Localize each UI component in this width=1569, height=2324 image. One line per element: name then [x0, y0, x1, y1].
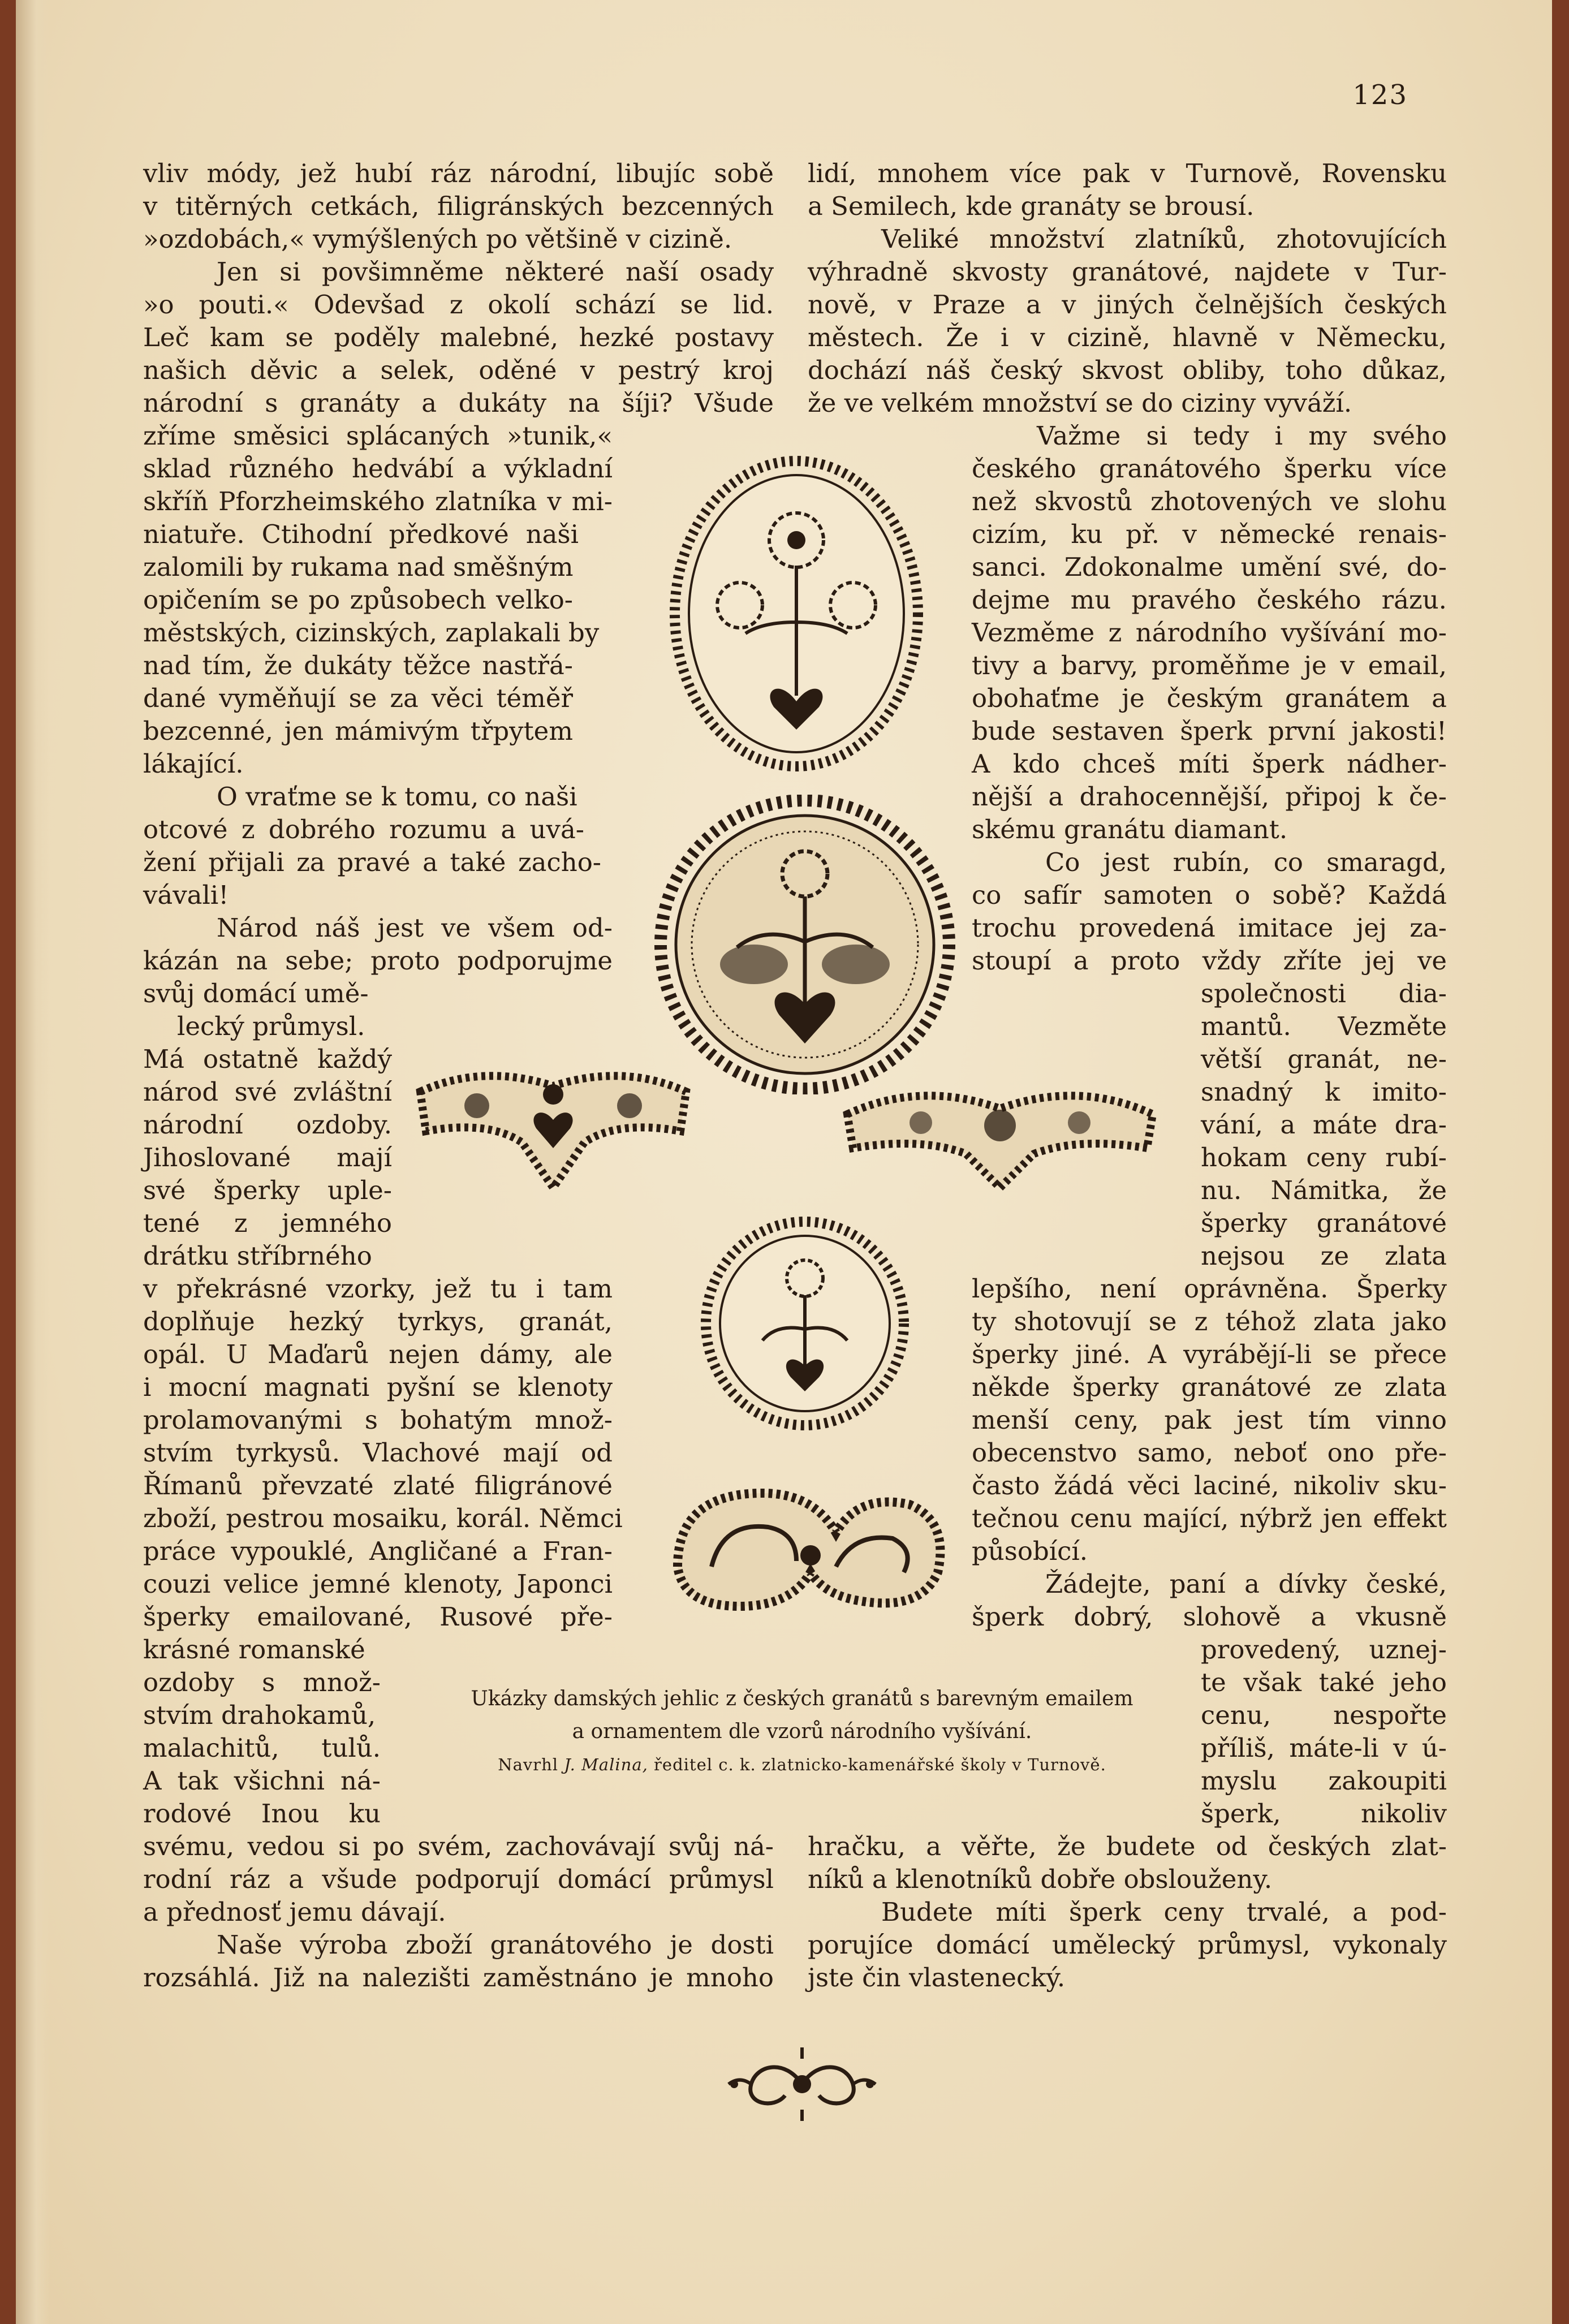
text-line: jste čin vlastenecký.: [808, 1963, 1066, 1993]
text-line: Vezměme z národního vyšívání mo-: [972, 618, 1447, 648]
text-line: práce vypouklé, Angličané a Fran-: [143, 1536, 613, 1566]
text-line: nově, v Praze a v jiných čelnějších českých: [808, 290, 1447, 320]
text-line: Jihoslované mají: [143, 1142, 392, 1172]
text-line: v titěrných cetkách, filigránských bezcenných: [143, 191, 774, 221]
text-line: snadný k imito-: [1201, 1077, 1447, 1107]
text-line: opičením se po způsobech velko-: [143, 585, 573, 615]
text-line: nad tím, že dukáty těžce nastřá-: [143, 650, 573, 680]
text-line: kázán na sebe; proto podporujme: [143, 946, 613, 976]
text-line: obecenstvo samo, neboť ono pře-: [972, 1438, 1447, 1468]
text-line: žení přijali za pravé a také zacho-: [143, 847, 601, 877]
text-line: mantů. Vezměte: [1201, 1011, 1447, 1041]
text-line: otcové z dobrého rozumu a uvá-: [143, 814, 584, 844]
text-line: Co jest rubín, co smaragd,: [1045, 847, 1447, 877]
text-line: výhradně skvosty granátové, najdete v Tur-: [808, 257, 1447, 287]
text-line: »ozdobách,« vymýšlených po většině v cizině.: [143, 224, 732, 254]
text-line: vliv módy, jež hubí ráz národní, libujíc sobě: [143, 158, 774, 188]
text-line: »o pouti.« Odevšad z okolí schází se lid.: [143, 290, 774, 320]
text-line: menší ceny, pak jest tím vinno: [972, 1405, 1447, 1435]
text-line: malachitů, tulů.: [143, 1733, 381, 1763]
text-line: hokam ceny rubí-: [1201, 1142, 1447, 1172]
text-line: Jen si povšimněme některé naší osady: [217, 257, 774, 287]
text-line: často žádá věci laciné, nikoliv sku-: [972, 1471, 1447, 1501]
text-line: Má ostatně každý: [143, 1044, 392, 1074]
caption-credit-name: J. Malina,: [564, 1755, 648, 1774]
text-line: Veliké množství zlatníků, zhotovujících: [881, 224, 1447, 254]
text-line: rodové Inou ku: [143, 1799, 381, 1829]
text-line: českého granátového šperku více: [972, 454, 1447, 484]
text-line: bude sestaven šperk první jakosti!: [972, 716, 1447, 746]
text-line: městských, cizinských, zaplakali by: [143, 618, 600, 648]
text-line: někde šperky granátové ze zlata: [972, 1372, 1447, 1402]
right-bar-brooch-illustration: [842, 1063, 1158, 1193]
text-line: národ své zvláštní: [143, 1077, 392, 1107]
text-line: vání, a máte dra-: [1201, 1110, 1447, 1140]
text-line: příliš, máte-li v ú-: [1201, 1733, 1447, 1763]
text-line: bezcenné, jen mámivým třpytem: [143, 716, 573, 746]
text-line: a přednosť jemu dávají.: [143, 1897, 446, 1927]
text-line: šperky emailované, Rusové pře-: [143, 1602, 613, 1632]
text-line: O vraťme se k tomu, co naši: [217, 782, 577, 812]
book-page: [16, 0, 1552, 2324]
text-line: společnosti dia-: [1201, 978, 1447, 1008]
text-line: šperky jiné. A vyrábějí-li se přece: [972, 1339, 1447, 1369]
text-line: krásné romanské: [143, 1635, 365, 1665]
text-line: dejme mu pravého českého rázu.: [972, 585, 1447, 615]
text-line: zboží, pestrou mosaiku, korál. Němci: [143, 1503, 623, 1533]
text-line: skříň Pforzheimského zlatníka v mi-: [143, 486, 613, 516]
text-line: rozsáhlá. Již na nalezišti zaměstnáno je mnoho: [143, 1963, 774, 1993]
text-line: i mocní magnati pyšní se klenoty: [143, 1372, 613, 1402]
paisley-brooch-illustration: [666, 1471, 955, 1623]
text-line: co safír samoten o sobě? Každá: [972, 880, 1447, 910]
text-line: našich děvic a selek, oděné v pestrý kroj: [143, 355, 774, 385]
text-line: provedený, uznej-: [1201, 1635, 1447, 1665]
text-line: Leč kam se poděly malebné, hezké postavy: [143, 322, 774, 352]
text-line: lákající.: [143, 749, 244, 779]
text-line: dochází náš český skvost obliby, toho důkaz,: [808, 355, 1447, 385]
text-line: v překrásné vzorky, jež tu i tam: [143, 1274, 613, 1304]
text-line: Národ náš jest ve všem od-: [217, 913, 613, 943]
text-line: svému, vedou si po svém, zachovávají svůj ná-: [143, 1831, 774, 1861]
text-line: stvím tyrkysů. Vlachové mají od: [143, 1438, 613, 1468]
text-line: obohaťme je českým granátem a: [972, 683, 1447, 713]
oval-brooch-illustration: [666, 452, 926, 775]
left-bar-brooch-illustration: [415, 1052, 692, 1193]
caption-credit-suffix: ředitel c. k. zlatnicko-kamenářské školy v Turnově.: [648, 1755, 1106, 1774]
text-line: niatuře. Ctihodní předkové naši: [143, 519, 579, 549]
text-line: cizím, ku př. v německé renais-: [972, 519, 1447, 549]
text-line: lidí, mnohem více pak v Turnově, Rovensku: [808, 158, 1447, 188]
text-line: působící.: [972, 1536, 1088, 1566]
text-line: Naše výroba zboží granátového je dosti: [217, 1930, 774, 1960]
small-round-brooch-illustration: [700, 1216, 909, 1431]
text-line: A tak všichni ná-: [143, 1766, 381, 1796]
text-line: národní ozdoby.: [143, 1110, 392, 1140]
text-line: Žádejte, paní a dívky české,: [1045, 1569, 1447, 1599]
text-line: cenu, nespořte: [1201, 1700, 1447, 1730]
text-line: prolamovanými s bohatým množ-: [143, 1405, 613, 1435]
text-line: šperky granátové: [1201, 1208, 1447, 1238]
text-line: tečnou cenu mající, nýbrž jen effekt: [972, 1503, 1447, 1533]
text-line: ty shotovují se z téhož zlata jako: [972, 1307, 1447, 1336]
page-spine-shadow: [16, 0, 50, 2324]
text-line: stoupí a proto vždy zříte jej ve: [972, 946, 1447, 976]
text-line: ozdoby s množ-: [143, 1667, 381, 1697]
text-line: trochu provedená imitace jej za-: [972, 913, 1447, 943]
text-line: šperk dobrý, slohově a vkusně: [972, 1602, 1447, 1632]
page-number: 123: [1352, 79, 1408, 111]
text-line: couzi velice jemné klenoty, Japonci: [143, 1569, 613, 1599]
figure-caption: [412, 1683, 1192, 1781]
text-line: lepšího, není oprávněna. Šperky: [972, 1274, 1447, 1304]
text-line: te však také jeho: [1201, 1667, 1447, 1697]
text-line: rodní ráz a všude podporují domácí průmysl: [143, 1864, 774, 1894]
text-line: zříme směsici splácaných »tunik,«: [143, 421, 613, 451]
text-line: nu. Námitka, že: [1201, 1175, 1447, 1205]
caption-credit: [412, 1748, 1192, 1781]
text-line: tené z jemného: [143, 1208, 392, 1238]
text-line: větší granát, ne-: [1201, 1044, 1447, 1074]
end-ornament-vignette: [723, 2042, 881, 2127]
text-line: opál. U Maďarů nejen dámy, ale: [143, 1339, 613, 1369]
text-line: svůj domácí umě-: [143, 978, 369, 1008]
text-line: národní s granáty a dukáty na šíji? Všude: [143, 388, 774, 418]
text-line: městech. Že i v cizině, hlavně v Německu,: [808, 322, 1447, 352]
text-line: porujíce domácí umělecký průmysl, vykonaly: [808, 1930, 1447, 1960]
text-line: tivy a barvy, proměňme je v email,: [972, 650, 1447, 680]
text-line: myslu zakoupiti: [1201, 1766, 1447, 1796]
text-line: sanci. Zdokonalme umění své, do-: [972, 552, 1447, 582]
text-line: a Semilech, kde granáty se brousí.: [808, 191, 1255, 221]
text-line: nější a drahocennější, připoj k če-: [972, 782, 1447, 812]
text-line: své šperky uple-: [143, 1175, 392, 1205]
text-line: Budete míti šperk ceny trvalé, a pod-: [881, 1897, 1447, 1927]
text-line: lecký průmysl.: [177, 1011, 365, 1041]
text-line: sklad různého hedvábí a výkladní: [143, 454, 613, 484]
caption-credit-prefix: Navrhl: [498, 1755, 564, 1774]
text-line: drátku stříbrného: [143, 1241, 372, 1271]
text-line: níků a klenotníků dobře obslouženy.: [808, 1864, 1273, 1894]
text-line: že ve velkém množství se do ciziny vyváží.: [808, 388, 1352, 418]
text-line: A kdo chceš míti šperk nádher-: [972, 749, 1447, 779]
text-line: šperk, nikoliv: [1201, 1799, 1447, 1829]
text-line: nejsou ze zlata: [1201, 1241, 1447, 1271]
text-line: dané vyměňují se za věci téměř: [143, 683, 573, 713]
text-line: doplňuje hezký tyrkys, granát,: [143, 1307, 613, 1336]
round-brooch-illustration: [652, 795, 958, 1094]
text-line: zalomili by rukama nad směšným: [143, 552, 574, 582]
text-line: hračku, a věřte, že budete od českých zlat-: [808, 1831, 1447, 1861]
text-line: vávali!: [143, 880, 229, 910]
caption-line: Ukázky damských jehlic z českých granátů s barevným emailem: [471, 1687, 1133, 1710]
text-line: skému granátu diamant.: [972, 814, 1288, 844]
caption-line: a ornamentem dle vzorů národního vyšívání.: [572, 1720, 1032, 1743]
text-line: než skvostů zhotovených ve slohu: [972, 486, 1447, 516]
text-line: stvím drahokamů,: [143, 1700, 376, 1730]
text-line: Římanů převzaté zlaté filigránové: [143, 1471, 613, 1501]
text-line: Važme si tedy i my svého: [1037, 421, 1447, 451]
